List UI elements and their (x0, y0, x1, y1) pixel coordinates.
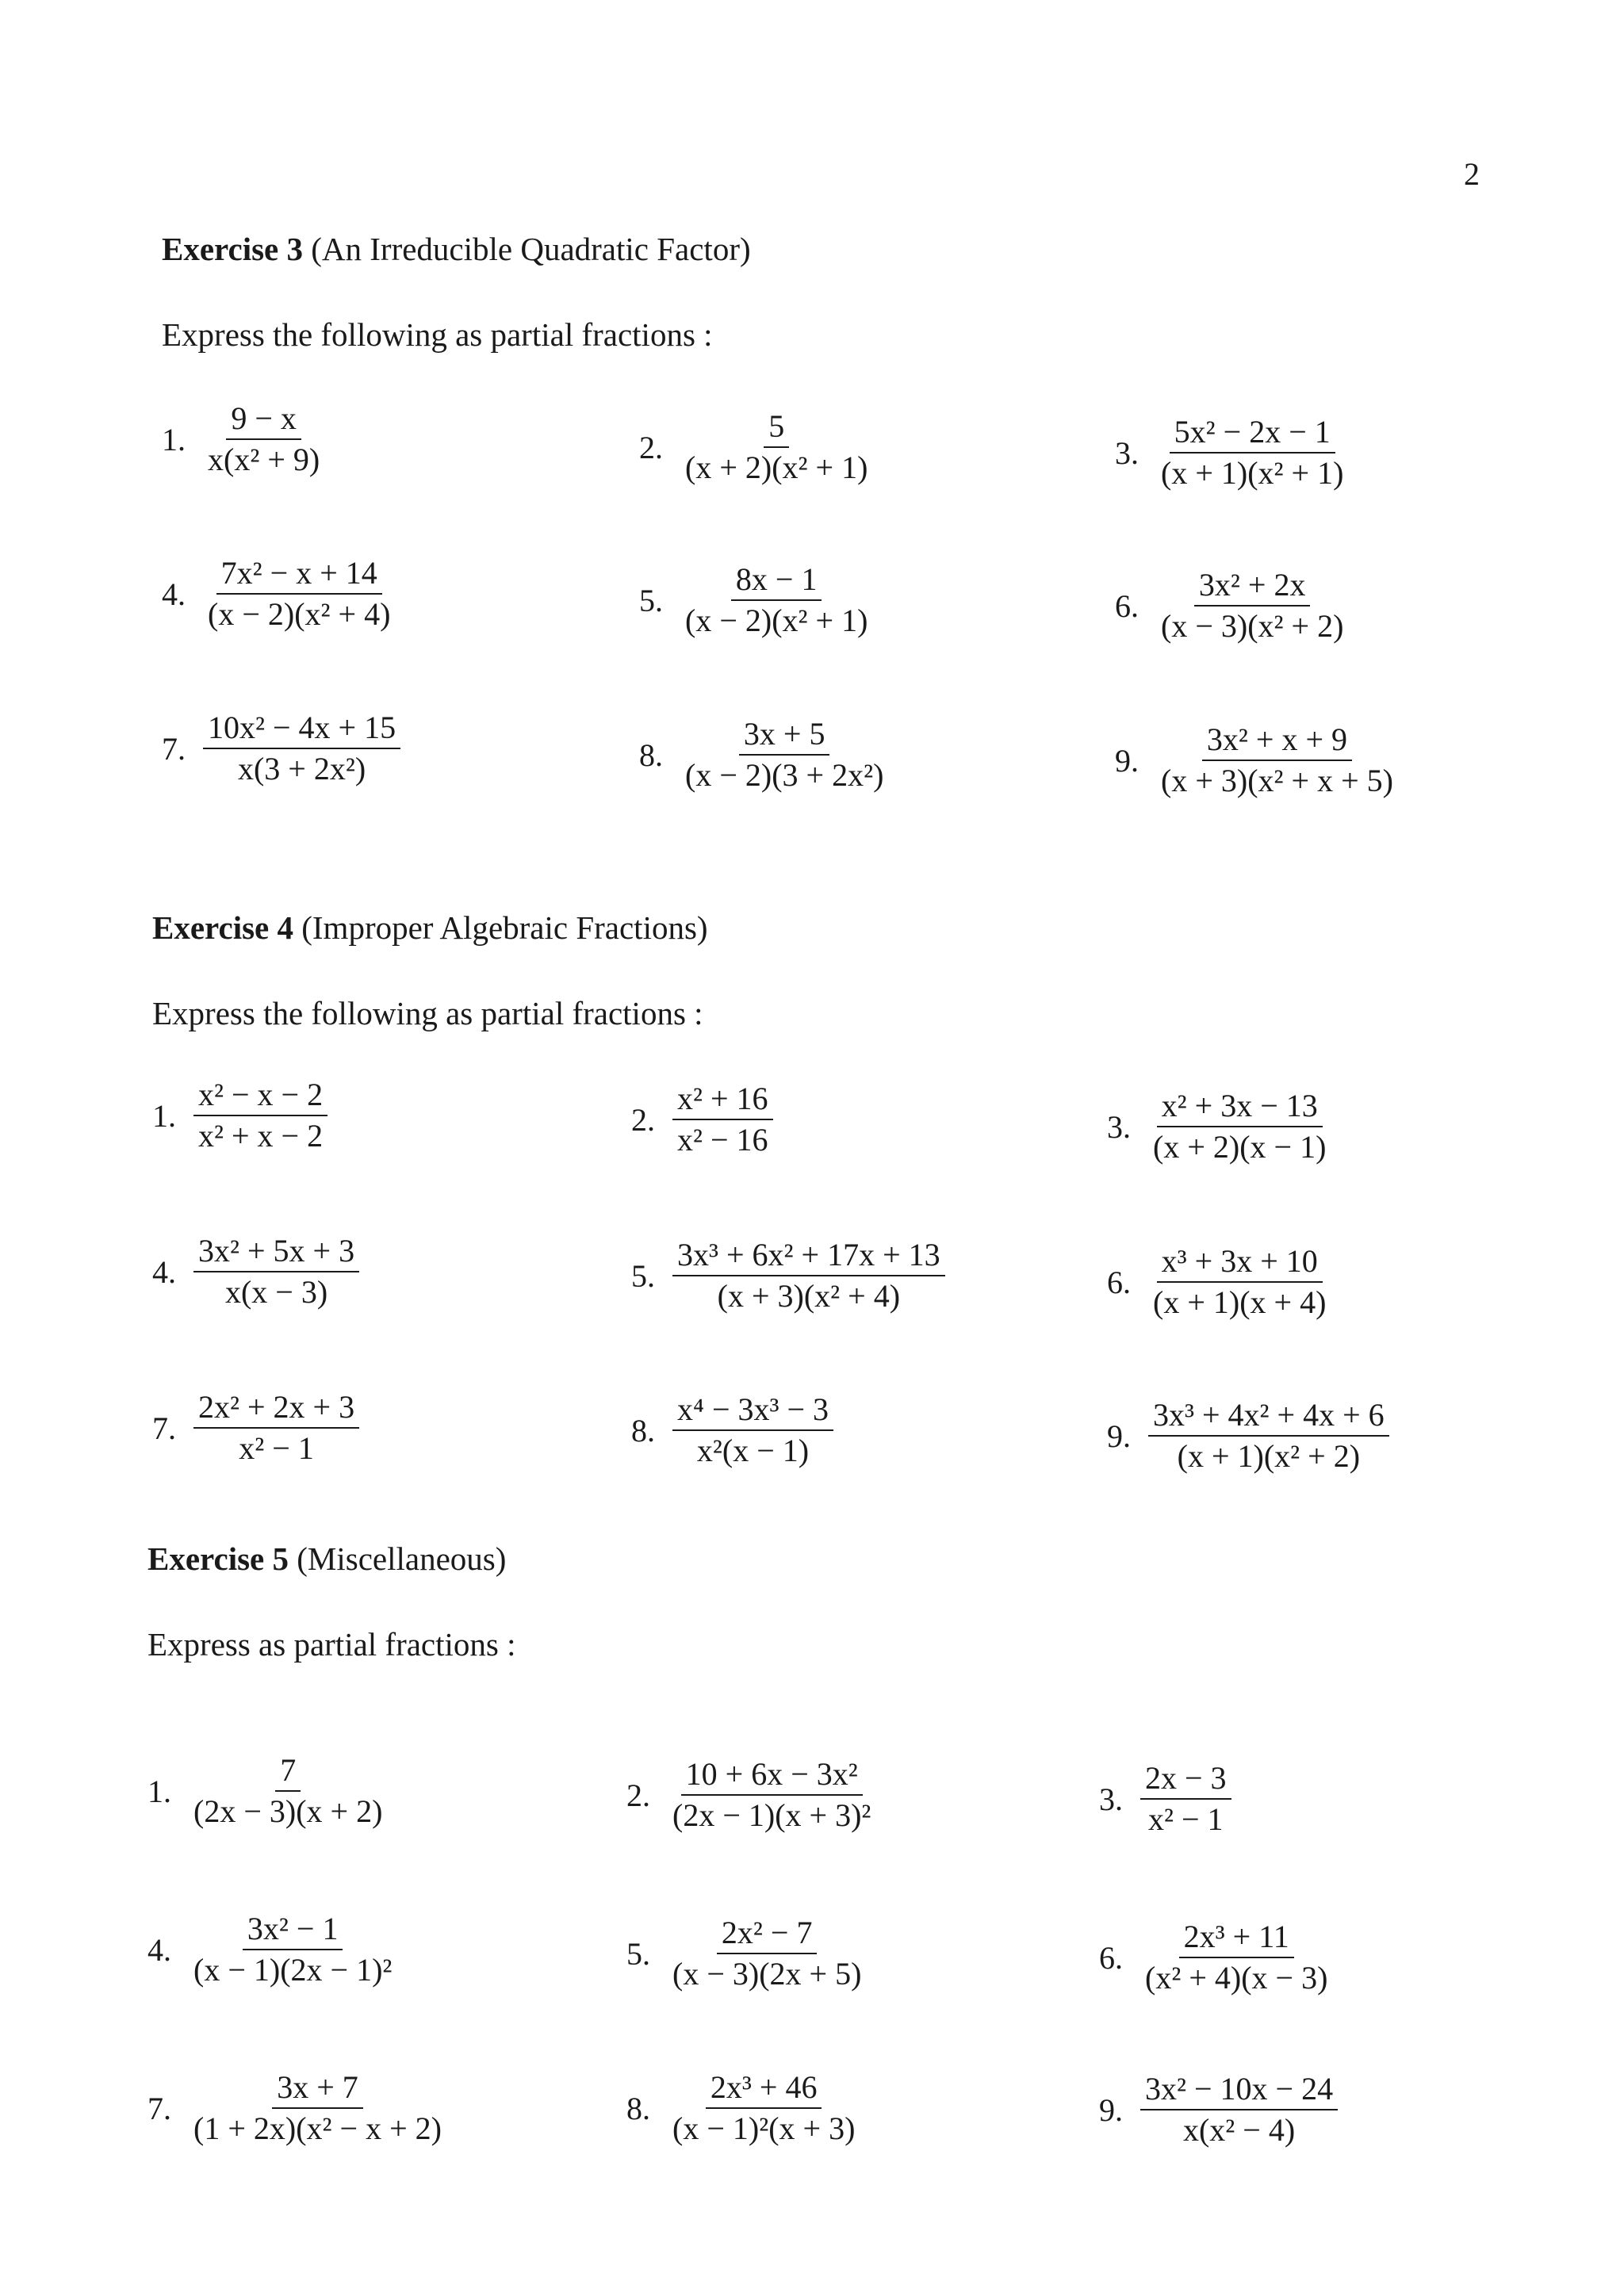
fraction (680, 561, 872, 639)
ex4-problem-3 (1107, 1088, 1331, 1165)
exercise-5-instruction: Express as partial fractions : (147, 1626, 516, 1663)
problem-number: 9. (1107, 1418, 1131, 1454)
problem-number: 3. (1115, 434, 1139, 471)
denominator: (x − 3)(x² + 2) (1161, 608, 1344, 644)
exercise-5-subtitle: (Miscellaneous) (297, 1540, 507, 1577)
ex4-problem-6 (1107, 1243, 1331, 1321)
ex4-problem-4 (152, 1233, 359, 1311)
ex4-problem-7 (152, 1389, 359, 1467)
ex5-problem-6 (1099, 1919, 1332, 1996)
fraction (1140, 2071, 1338, 2149)
ex3-problem-4 (162, 555, 395, 633)
problem-number: 7. (152, 1410, 176, 1446)
problem-number: 3. (1107, 1108, 1131, 1145)
exercise-3-heading (162, 230, 751, 268)
denominator: (x − 2)(3 + 2x²) (685, 757, 884, 793)
denominator: (x + 1)(x² + 2) (1177, 1438, 1361, 1474)
exercise-3-label: Exercise 3 (162, 231, 303, 267)
denominator: x(x − 3) (224, 1274, 328, 1310)
numerator: 3x³ + 4x² + 4x + 6 (1148, 1397, 1389, 1437)
exercise-4-instruction: Express the following as partial fractions : (152, 995, 703, 1031)
problem-number: 5. (639, 582, 663, 618)
ex3-problem-5 (639, 561, 872, 639)
numerator: x² + 16 (672, 1081, 773, 1120)
fraction (1156, 567, 1348, 645)
problem-number: 2. (631, 1101, 655, 1138)
numerator: 3x + 7 (272, 2069, 363, 2109)
ex5-problem-1 (147, 1752, 387, 1830)
problem-number: 4. (147, 1931, 171, 1968)
numerator: 9 − x (226, 400, 301, 440)
numerator: 10 + 6x − 3x² (681, 1756, 863, 1796)
denominator: (x − 3)(2x + 5) (672, 1956, 862, 1992)
problem-number: 6. (1107, 1264, 1131, 1300)
numerator: 3x + 5 (739, 716, 830, 756)
denominator: x² − 1 (239, 1430, 314, 1466)
denominator: (x − 1)²(x + 3) (672, 2110, 856, 2146)
denominator: (x − 2)(x² + 1) (685, 603, 868, 638)
denominator: x²(x − 1) (696, 1433, 810, 1468)
numerator: 3x² + 5x + 3 (193, 1233, 359, 1272)
numerator: 10x² − 4x + 15 (203, 710, 400, 749)
problem-number: 1. (162, 421, 186, 457)
exercise-3-subtitle: (An Irreducible Quadratic Factor) (311, 231, 751, 267)
ex5-problem-8 (626, 2069, 860, 2147)
problem-number: 4. (152, 1253, 176, 1290)
ex5-problem-2 (626, 1756, 875, 1834)
fraction (1148, 1397, 1389, 1475)
ex3-problem-1 (162, 400, 324, 478)
denominator: x(x² + 9) (208, 442, 320, 477)
denominator: (x² + 4)(x − 3) (1145, 1960, 1328, 1996)
numerator: x² + 3x − 13 (1157, 1088, 1323, 1127)
denominator: (x + 3)(x² + x + 5) (1161, 763, 1393, 798)
denominator: (x + 2)(x² + 1) (685, 450, 868, 485)
ex5-problem-4 (147, 1911, 396, 1988)
problem-number: 4. (162, 576, 186, 612)
exercise-5-label: Exercise 5 (147, 1540, 289, 1577)
denominator: (2x − 3)(x + 2) (193, 1793, 383, 1829)
ex5-problem-3 (1099, 1760, 1231, 1838)
problem-number: 2. (626, 1777, 650, 1813)
numerator: 5x² − 2x − 1 (1170, 414, 1335, 453)
denominator: x(3 + 2x²) (237, 751, 366, 786)
denominator: (x + 1)(x² + 1) (1161, 455, 1344, 491)
exercise-3-instruction: Express the following as partial fractions : (162, 316, 713, 353)
fraction (203, 710, 400, 787)
ex3-problem-7 (162, 710, 400, 787)
exercise-4-subtitle: (Improper Algebraic Fractions) (301, 909, 708, 946)
numerator: 2x² + 2x + 3 (193, 1389, 359, 1429)
denominator: x² − 16 (677, 1122, 768, 1158)
problem-number: 2. (639, 429, 663, 465)
fraction (672, 1081, 773, 1158)
fraction (1140, 1919, 1332, 1996)
fraction (189, 2069, 446, 2147)
fraction (1156, 414, 1348, 492)
fraction (193, 1389, 359, 1467)
numerator: x³ + 3x + 10 (1157, 1243, 1323, 1283)
numerator: 7 (275, 1752, 301, 1792)
fraction (672, 1237, 945, 1314)
numerator: 3x² − 10x − 24 (1140, 2071, 1338, 2110)
problem-number: 9. (1115, 742, 1139, 779)
problem-number: 7. (162, 730, 186, 767)
fraction (1140, 1760, 1231, 1838)
numerator: 5 (764, 408, 789, 448)
numerator: 3x² − 1 (243, 1911, 343, 1950)
problem-number: 8. (639, 737, 663, 773)
denominator: (x − 1)(2x − 1)² (193, 1952, 393, 1988)
problem-number: 8. (631, 1412, 655, 1448)
problem-number: 1. (147, 1773, 171, 1809)
exercise-4-label: Exercise 4 (152, 909, 293, 946)
fraction (680, 716, 888, 794)
ex4-problem-2 (631, 1081, 773, 1158)
fraction (672, 1391, 833, 1469)
fraction (1148, 1088, 1331, 1165)
numerator: 2x³ + 11 (1179, 1919, 1294, 1958)
ex4-problem-9 (1107, 1397, 1389, 1475)
problem-number: 3. (1099, 1781, 1123, 1817)
numerator: 2x³ + 46 (706, 2069, 822, 2109)
fraction (680, 408, 872, 486)
numerator: x⁴ − 3x³ − 3 (672, 1391, 833, 1431)
ex3-problem-2 (639, 408, 872, 486)
problem-number: 6. (1099, 1939, 1123, 1976)
problem-number: 5. (631, 1257, 655, 1294)
numerator: 2x² − 7 (717, 1915, 818, 1954)
problem-number: 9. (1099, 2091, 1123, 2128)
ex5-problem-9 (1099, 2071, 1338, 2149)
fraction (203, 400, 324, 478)
numerator: 3x³ + 6x² + 17x + 13 (672, 1237, 945, 1276)
numerator: 8x − 1 (731, 561, 822, 601)
ex3-problem-8 (639, 716, 888, 794)
problem-number: 6. (1115, 587, 1139, 624)
ex5-problem-5 (626, 1915, 866, 1992)
fraction (189, 1752, 387, 1830)
numerator: 7x² − x + 14 (216, 555, 382, 595)
ex4-problem-8 (631, 1391, 833, 1469)
exercise-5-heading (147, 1540, 506, 1578)
fraction (668, 1756, 875, 1834)
denominator: x² + x − 2 (198, 1118, 324, 1154)
ex3-problem-3 (1115, 414, 1348, 492)
ex3-problem-6 (1115, 567, 1348, 645)
denominator: (x + 1)(x + 4) (1153, 1284, 1327, 1320)
numerator: x² − x − 2 (193, 1077, 327, 1116)
fraction (193, 1077, 327, 1154)
denominator: x² − 1 (1148, 1801, 1224, 1837)
problem-number: 8. (626, 2090, 650, 2126)
problem-number: 5. (626, 1935, 650, 1972)
fraction (193, 1233, 359, 1311)
ex4-problem-5 (631, 1237, 945, 1314)
denominator: (1 + 2x)(x² − x + 2) (193, 2110, 442, 2146)
fraction (668, 1915, 866, 1992)
denominator: (x + 3)(x² + 4) (717, 1278, 901, 1314)
problem-number: 1. (152, 1097, 176, 1134)
numerator: 3x² + x + 9 (1202, 721, 1352, 761)
ex4-problem-1 (152, 1077, 327, 1154)
numerator: 3x² + 2x (1194, 567, 1311, 607)
fraction (189, 1911, 396, 1988)
exercise-4-heading (152, 909, 708, 947)
denominator: (2x − 1)(x + 3)² (672, 1797, 871, 1833)
denominator: (x − 2)(x² + 4) (208, 596, 391, 632)
ex5-problem-7 (147, 2069, 446, 2147)
denominator: (x + 2)(x − 1) (1153, 1129, 1327, 1165)
numerator: 2x − 3 (1140, 1760, 1231, 1800)
page-number: 2 (1464, 156, 1480, 192)
denominator: x(x² − 4) (1182, 2112, 1296, 2148)
fraction (668, 2069, 860, 2147)
fraction (203, 555, 395, 633)
fraction (1156, 721, 1398, 799)
fraction (1148, 1243, 1331, 1321)
ex3-problem-9 (1115, 721, 1398, 799)
problem-number: 7. (147, 2090, 171, 2126)
